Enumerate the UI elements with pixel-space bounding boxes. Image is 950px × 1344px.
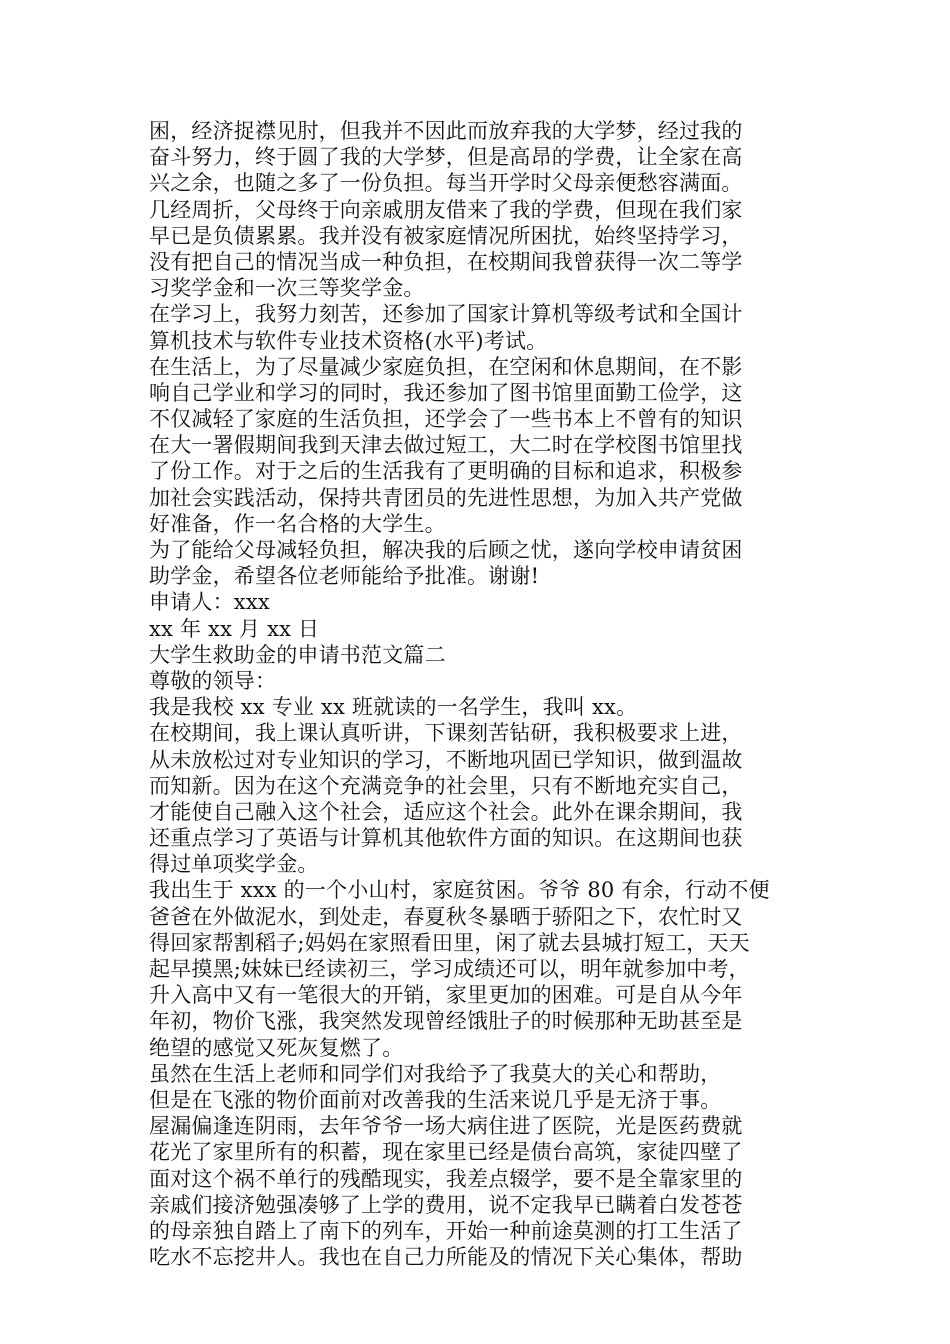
text-line: 算机技术与软件专业技术资格(水平)考试。 bbox=[149, 328, 548, 353]
text-line: 吃水不忘挖井人。我也在自己力所能及的情况下关心集体，帮助 bbox=[149, 1245, 743, 1270]
text-line: 从未放松过对专业知识的学习，不断地巩固已学知识，做到温故 bbox=[149, 747, 743, 772]
text-line: 才能使自己融入这个社会，适应这个社会。此外在课余期间，我 bbox=[149, 799, 743, 824]
text-line: 在大一署假期间我到天津去做过短工，大二时在学校图书馆里找 bbox=[149, 433, 743, 458]
text-line: 在生活上，为了尽量减少家庭负担，在空闲和休息期间，在不影 bbox=[149, 354, 743, 379]
text-line: 加社会实践活动，保持共青团员的先进性思想，为加入共产党做 bbox=[149, 485, 743, 510]
text-line: 了份工作。对于之后的生活我有了更明确的目标和追求，积极参 bbox=[149, 459, 743, 484]
text-line: 得回家帮割稻子;妈妈在家照看田里，闲了就去县城打短工，天天 bbox=[149, 930, 750, 955]
text-line: 困，经济捉襟见肘，但我并不因此而放弃我的大学梦，经过我的 bbox=[149, 119, 743, 143]
text-line: 虽然在生活上老师和同学们对我给予了我莫大的关心和帮助， bbox=[149, 1061, 722, 1086]
text-line: 早已是负债累累。我并没有被家庭情况所困扰，始终坚持学习， bbox=[149, 223, 743, 248]
text-line: 年初，物价飞涨，我突然发现曾经饿肚子的时候那种无助甚至是 bbox=[149, 1009, 743, 1034]
text-line: xx 年 xx 月 xx 日 bbox=[149, 616, 320, 641]
text-line: 几经周折，父母终于向亲戚朋友借来了我的学费，但现在我们家 bbox=[149, 197, 743, 222]
text-line: 大学生救助金的申请书范文篇二 bbox=[149, 642, 446, 667]
text-line: 不仅减轻了家庭的生活负担，还学会了一些书本上不曾有的知识 bbox=[149, 407, 743, 432]
text-line: 花光了家里所有的积蓄，现在家里已经是债台高筑，家徒四壁了 bbox=[149, 1140, 743, 1165]
text-line: 为了能给父母减轻负担，解决我的后顾之忧，遂向学校申请贫困 bbox=[149, 538, 743, 562]
text-line: 但是在飞涨的物价面前对改善我的生活来说几乎是无济于事。 bbox=[149, 1087, 722, 1112]
text-line: 还重点学习了英语与计算机其他软件方面的知识。在这期间也获 bbox=[149, 826, 743, 851]
text-line: 好准备，作一名合格的大学生。 bbox=[149, 511, 446, 536]
text-line: 没有把自己的情况当成一种负担，在校期间我曾获得一次二等学 bbox=[149, 249, 743, 274]
text-line: 奋斗努力，终于圆了我的大学梦，但是高昂的学费，让全家在高 bbox=[149, 145, 743, 170]
text-line: 绝望的感觉又死灰复燃了。 bbox=[149, 1035, 404, 1060]
text-line: 响自己学业和学习的同时，我还参加了图书馆里面勤工俭学，这 bbox=[149, 380, 743, 405]
text-line: 习奖学金和一次三等奖学金。 bbox=[149, 276, 425, 301]
text-line: 而知新。因为在这个充满竞争的社会里，只有不断地充实自己， bbox=[149, 773, 743, 798]
text-line: 兴之余，也随之多了一份负担。每当开学时父母亲便愁容满面。 bbox=[149, 171, 743, 196]
text-line: 我出生于 xxx 的一个小山村，家庭贫困。爷爷 80 有余，行动不便 bbox=[149, 878, 770, 903]
text-line: 面对这个祸不单行的残酷现实，我差点辍学，要不是全靠家里的 bbox=[149, 1166, 743, 1191]
text-line: 屋漏偏逢连阴雨，去年爷爷一场大病住进了医院，光是医药费就 bbox=[149, 1114, 743, 1139]
text-line: 尊敬的领导： bbox=[149, 668, 277, 693]
text-line: 在学习上，我努力刻苦，还参加了国家计算机等级考试和全国计 bbox=[149, 302, 743, 327]
text-line: 爸爸在外做泥水，到处走，春夏秋冬暴晒于骄阳之下，农忙时又 bbox=[149, 904, 743, 929]
text-line: 助学金，希望各位老师能给予批准。谢谢! bbox=[149, 564, 540, 589]
text-line: 在校期间，我上课认真听讲，下课刻苦钻研，我积极要求上进， bbox=[149, 721, 743, 746]
text-line: 申请人：xxx bbox=[149, 590, 270, 615]
document-body bbox=[149, 118, 811, 1270]
text-line: 的母亲独自踏上了南下的列车，开始一种前途莫测的打工生活了 bbox=[149, 1218, 743, 1243]
text-line: 升入高中又有一笔很大的开销，家里更加的困难。可是自从今年 bbox=[149, 983, 743, 1008]
text-line: 我是我校 xx 专业 xx 班就读的一名学生，我叫 xx。 bbox=[149, 695, 638, 720]
text-line: 得过单项奖学金。 bbox=[149, 852, 319, 877]
text-line: 亲戚们接济勉强凑够了上学的费用，说不定我早已瞒着白发苍苍 bbox=[149, 1192, 743, 1217]
text-line: 起早摸黑;妹妹已经读初三，学习成绩还可以，明年就参加中考， bbox=[149, 957, 750, 981]
